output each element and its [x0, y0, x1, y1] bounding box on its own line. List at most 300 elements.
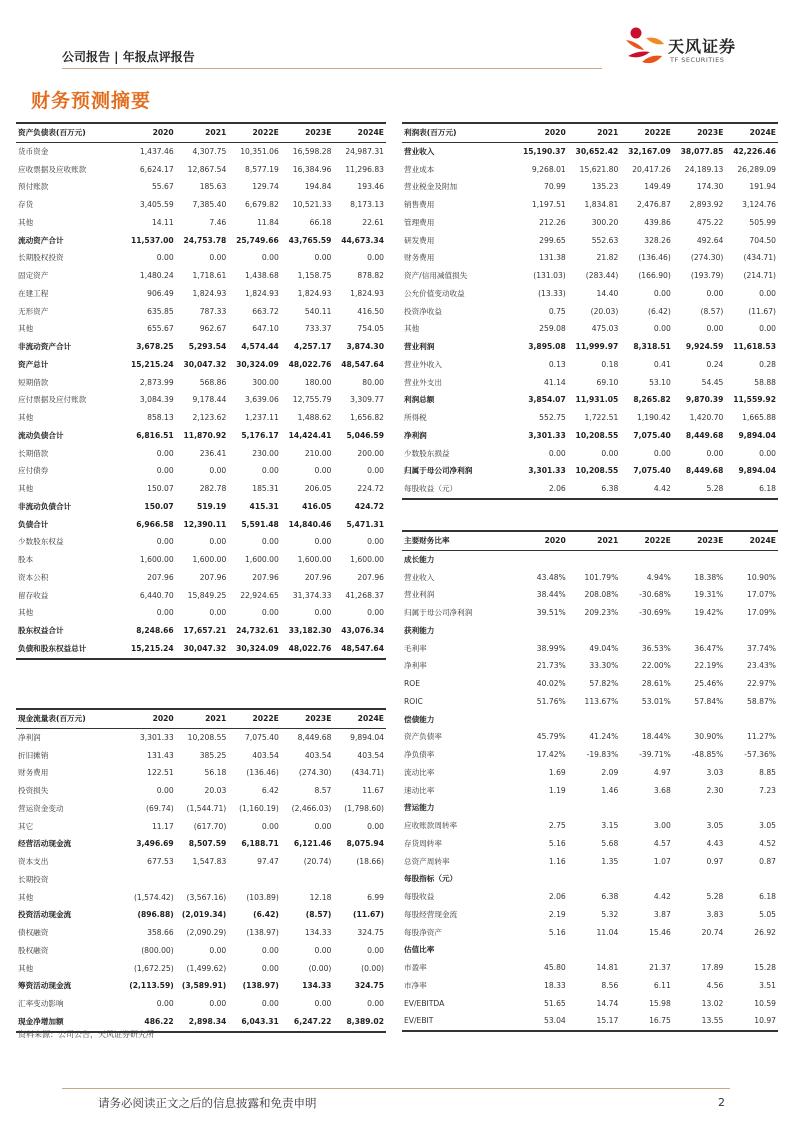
value-cell: 0.00 — [209, 466, 227, 476]
table-row — [402, 675, 778, 693]
row-label: 市净率 — [404, 980, 427, 990]
value-cell: 18.33 — [544, 980, 566, 990]
table-row — [402, 391, 778, 409]
year-header-cell: 2020 — [123, 123, 176, 142]
value-cell: (617.70) — [193, 821, 227, 831]
table-row — [402, 142, 778, 160]
value-cell: (1,574.42) — [133, 892, 174, 902]
value-cell: 38.44% — [536, 590, 566, 600]
table-row — [402, 356, 778, 374]
value-cell: (214.71) — [743, 271, 776, 280]
value-cell: 358.66 — [147, 928, 174, 937]
value-cell: 439.86 — [644, 217, 671, 227]
value-cell: 1,824.93 — [297, 288, 332, 298]
value-cell: 9,894.04 — [350, 732, 384, 742]
value-cell: 505.99 — [749, 217, 776, 227]
table-row — [16, 728, 386, 746]
value-cell: 5.28 — [673, 480, 726, 499]
value-cell: 43.48% — [536, 572, 566, 582]
table-row — [16, 622, 386, 640]
table-row — [16, 569, 386, 587]
table-row — [402, 853, 778, 871]
value-cell: 4.57 — [653, 838, 671, 848]
value-cell: 8,389.02 — [333, 1013, 386, 1032]
value-cell: 30,047.32 — [183, 359, 227, 369]
value-cell: 22,924.65 — [240, 590, 279, 600]
table-row — [16, 977, 386, 995]
table-row — [402, 569, 778, 587]
value-cell: 1,824.93 — [245, 288, 279, 298]
value-cell: 17.42% — [536, 750, 566, 759]
value-cell: 1,547.83 — [192, 857, 227, 866]
value-cell: 8,265.82 — [633, 395, 671, 405]
value-cell: 15,849.25 — [187, 590, 227, 600]
row-label: 现金净增加额 — [16, 1013, 123, 1032]
row-label: 留存收益 — [18, 590, 49, 600]
value-cell: 24,753.78 — [183, 235, 227, 245]
table-row — [16, 764, 386, 782]
value-cell: 0.00 — [314, 608, 332, 618]
row-label: 毛利率 — [404, 643, 427, 653]
value-cell: 97.47 — [257, 857, 279, 866]
value-cell: 8,173.13 — [350, 200, 384, 209]
value-cell: 1,420.70 — [689, 413, 724, 422]
value-cell: 3,405.59 — [139, 200, 174, 209]
value-cell: 486.22 — [123, 1013, 176, 1032]
value-cell: 209.23% — [584, 608, 619, 617]
value-cell: (2,090.29) — [186, 928, 227, 937]
value-cell: (800.00) — [141, 945, 174, 955]
value-cell: 11,537.00 — [130, 235, 174, 245]
value-cell: 15.17 — [568, 1012, 621, 1031]
value-cell: 206.05 — [304, 484, 332, 493]
value-cell: 150.07 — [144, 501, 174, 511]
logo-name-cn: 天风证券 — [668, 37, 737, 56]
year-header-cell: 2021 — [176, 123, 229, 142]
table-row — [402, 338, 778, 356]
value-cell: 8.85 — [759, 767, 776, 777]
value-cell: 0.00 — [367, 999, 384, 1008]
value-cell: 33,182.30 — [288, 626, 332, 635]
table-row — [16, 142, 386, 160]
row-label: 资产负债率 — [404, 732, 442, 742]
value-cell: 18.44% — [641, 732, 671, 742]
value-cell: 492.64 — [696, 235, 724, 245]
row-label: 负债和股东权益总计 — [16, 640, 123, 659]
value-cell — [515, 711, 568, 729]
value-cell: 51.76% — [536, 696, 566, 706]
value-cell: 6,966.58 — [136, 519, 174, 529]
value-cell: (8.57) — [700, 306, 724, 316]
table-row — [16, 232, 386, 250]
value-cell: 5.68 — [601, 838, 619, 848]
value-cell: 6.99 — [367, 892, 384, 902]
value-cell: 30,324.09 — [236, 359, 279, 369]
logo-name-en: TF SECURITIES — [670, 56, 725, 64]
value-cell: 11.04 — [596, 927, 619, 937]
value-cell: 0.00 — [759, 288, 776, 298]
table-row — [16, 480, 386, 498]
row-label: 投资净收益 — [404, 306, 442, 316]
value-cell: 185.63 — [199, 182, 227, 192]
value-cell: 208.08% — [584, 590, 619, 600]
value-cell: 5.28 — [706, 892, 724, 901]
value-cell: 858.13 — [147, 413, 174, 422]
value-cell: 54.45 — [701, 377, 724, 387]
value-cell: 24,189.13 — [684, 164, 724, 174]
row-label: 其它 — [18, 821, 34, 831]
header-divider — [62, 68, 602, 69]
value-cell: 0.75 — [548, 306, 566, 316]
value-cell: 7,075.40 — [633, 430, 671, 440]
value-cell: 5,471.31 — [346, 519, 384, 529]
value-cell: 5,293.54 — [188, 342, 227, 351]
value-cell: 4,307.75 — [192, 146, 227, 156]
table-title-cell: 现金流量表(百万元) — [16, 709, 123, 728]
table-row — [402, 924, 778, 942]
value-cell: 33.30% — [589, 661, 619, 671]
value-cell: -48.85% — [691, 750, 724, 759]
row-label: 少数股东损益 — [404, 448, 450, 458]
value-cell: (20.03) — [590, 306, 619, 316]
value-cell — [673, 622, 726, 640]
value-cell: 38.99% — [536, 643, 566, 653]
row-label: EV/EBITDA — [404, 998, 445, 1008]
source-note: 资料来源：公司公告，天风证券研究所 — [18, 1030, 154, 1039]
row-label: 总资产周转率 — [404, 856, 450, 866]
value-cell: 0.00 — [261, 466, 279, 476]
table-row — [402, 746, 778, 764]
value-cell: (274.30) — [690, 253, 724, 263]
cash-flow-table — [16, 708, 386, 1033]
value-cell: 6,043.31 — [228, 1013, 281, 1032]
row-label: 投资损失 — [18, 786, 49, 795]
value-cell: (6.42) — [253, 910, 279, 920]
value-cell: 568.86 — [199, 377, 227, 387]
value-cell: 0.00 — [209, 999, 227, 1008]
value-cell: 2,898.34 — [176, 1013, 229, 1032]
value-cell: 5,046.59 — [346, 430, 384, 440]
value-cell: 26,289.09 — [737, 164, 776, 174]
value-cell: 80.00 — [362, 377, 384, 387]
row-label: 每股指标（元） — [404, 874, 458, 884]
year-header-cell: 2024E — [725, 531, 778, 550]
value-cell: 324.75 — [357, 928, 384, 937]
value-cell — [620, 941, 673, 959]
section-header-row — [402, 622, 778, 640]
year-header-cell: 2021 — [568, 531, 621, 550]
year-header-cell: 2021 — [568, 123, 621, 142]
value-cell: 12,390.11 — [183, 519, 227, 529]
value-cell: 0.00 — [653, 288, 671, 298]
value-cell: 0.00 — [156, 608, 174, 618]
value-cell: 0.00 — [209, 945, 227, 955]
value-cell — [228, 871, 281, 889]
value-cell: 4,257.17 — [293, 342, 332, 351]
table-row — [16, 409, 386, 427]
table-row — [402, 232, 778, 250]
value-cell: 0.18 — [601, 359, 619, 369]
value-cell: 14.74 — [596, 998, 619, 1008]
value-cell — [620, 550, 673, 568]
value-cell: 416.50 — [357, 306, 384, 316]
value-cell: 8.57 — [314, 786, 332, 795]
value-cell: (0.00) — [361, 963, 384, 973]
value-cell: 0.00 — [156, 999, 174, 1008]
value-cell: 15,215.24 — [130, 359, 174, 369]
table-row — [16, 285, 386, 303]
value-cell: 906.49 — [147, 288, 174, 298]
value-cell: 134.33 — [302, 981, 332, 991]
section-header-row — [402, 941, 778, 959]
row-label: 营业外收入 — [404, 359, 442, 369]
value-cell: 1.19 — [548, 785, 566, 795]
value-cell: 1.16 — [548, 856, 566, 866]
row-label: 净利率 — [404, 661, 427, 671]
row-label: 货币资金 — [18, 146, 49, 156]
value-cell: 150.07 — [147, 484, 174, 493]
value-cell: 1.07 — [653, 856, 671, 866]
value-cell: 0.00 — [706, 448, 724, 458]
value-cell — [515, 622, 568, 640]
value-cell: (434.71) — [743, 253, 776, 263]
value-cell: 0.00 — [314, 466, 332, 476]
row-label: 估值比率 — [404, 945, 435, 955]
value-cell: -19.83% — [586, 750, 619, 759]
row-label: 营业收入 — [404, 572, 435, 582]
row-label: 无形资产 — [18, 306, 49, 316]
value-cell — [725, 870, 778, 888]
value-cell: 3,854.07 — [528, 395, 566, 405]
value-cell: 663.72 — [252, 306, 279, 316]
value-cell — [725, 622, 778, 640]
value-cell: 11,870.92 — [183, 430, 227, 440]
table-title-cell: 主要财务比率 — [402, 531, 515, 550]
value-cell: 2,476.87 — [637, 200, 671, 209]
value-cell: 48,547.64 — [341, 359, 384, 369]
income-statement-table — [402, 122, 778, 500]
value-cell: 0.28 — [759, 359, 776, 369]
year-header-cell: 2023E — [281, 709, 334, 728]
value-cell: 0.87 — [759, 856, 776, 866]
value-cell — [568, 870, 621, 888]
table-row — [402, 995, 778, 1013]
value-cell: 299.65 — [539, 235, 566, 245]
value-cell: 403.54 — [304, 750, 332, 760]
year-header-cell: 2023E — [673, 531, 726, 550]
row-label: 应收账款周转率 — [404, 821, 458, 830]
value-cell — [515, 550, 568, 568]
value-cell: 236.41 — [199, 448, 227, 458]
value-cell: 3,895.08 — [528, 342, 566, 351]
year-header-cell: 2020 — [515, 531, 568, 550]
row-label: 短期借款 — [18, 377, 49, 387]
value-cell: 14,424.41 — [288, 430, 332, 440]
value-cell: 149.49 — [644, 182, 671, 192]
row-label: 长期股权投资 — [18, 253, 64, 263]
value-cell: 0.00 — [261, 821, 279, 831]
value-cell: 58.87% — [747, 696, 776, 706]
page-number: 2 — [718, 1096, 725, 1109]
value-cell: 210.00 — [304, 448, 332, 458]
value-cell: 0.00 — [156, 786, 174, 795]
value-cell: 17.07% — [747, 590, 776, 600]
value-cell: 0.00 — [759, 448, 776, 458]
value-cell: 11,296.83 — [345, 164, 384, 174]
row-label: 流动比率 — [404, 767, 435, 777]
value-cell: 0.00 — [156, 537, 174, 547]
value-cell: 6.11 — [653, 980, 671, 990]
value-cell: 4.42 — [620, 480, 673, 499]
table-row — [16, 960, 386, 978]
value-cell: 0.00 — [367, 466, 384, 476]
value-cell: 22.19% — [694, 661, 724, 671]
balance-sheet-table — [16, 122, 386, 660]
value-cell: 0.00 — [601, 448, 619, 458]
value-cell — [620, 870, 673, 888]
value-cell: 5,591.48 — [241, 519, 279, 529]
value-cell: 300.00 — [252, 377, 279, 387]
value-cell: 3,496.69 — [136, 839, 174, 849]
row-label: 归属于母公司净利润 — [404, 608, 473, 617]
value-cell: 135.23 — [591, 182, 619, 192]
value-cell: (1,499.62) — [186, 963, 227, 973]
row-label: 营业收入 — [404, 146, 435, 156]
year-header-cell: 2023E — [673, 123, 726, 142]
row-label: 非流动资产合计 — [18, 342, 72, 351]
value-cell: 131.43 — [147, 750, 174, 760]
value-cell: 0.00 — [367, 945, 384, 955]
row-label: 成长能力 — [404, 554, 435, 564]
value-cell: (896.88) — [137, 910, 174, 920]
value-cell — [515, 941, 568, 959]
value-cell: 0.00 — [209, 253, 227, 263]
value-cell — [673, 941, 726, 959]
value-cell: 1,600.00 — [139, 555, 174, 564]
value-cell: 44,673.34 — [341, 235, 384, 245]
value-cell: 15.98 — [649, 998, 671, 1008]
table-row — [16, 871, 386, 889]
table-header-row — [16, 123, 386, 142]
value-cell: 45.80 — [544, 963, 566, 972]
value-cell: 22.61 — [362, 217, 384, 227]
value-cell: 36.53% — [641, 643, 671, 653]
value-cell: 0.00 — [261, 537, 279, 547]
table-row — [402, 267, 778, 285]
value-cell: 3.05 — [759, 821, 776, 830]
value-cell: 0.00 — [261, 963, 279, 973]
value-cell: 3,301.33 — [139, 732, 174, 742]
value-cell: 300.20 — [591, 217, 619, 227]
value-cell: 0.00 — [314, 821, 332, 831]
value-cell: 9,894.04 — [738, 466, 776, 476]
value-cell: 0.00 — [261, 945, 279, 955]
value-cell: 6,816.51 — [136, 430, 174, 440]
value-cell: (3,567.16) — [186, 892, 227, 902]
value-cell: 8.56 — [601, 980, 619, 990]
value-cell: 14.11 — [151, 217, 174, 227]
row-label: 预付账款 — [18, 182, 49, 192]
value-cell: 1,824.93 — [350, 288, 384, 298]
row-label: 其他 — [18, 963, 34, 973]
value-cell: 57.82% — [589, 679, 619, 688]
row-label: 其他 — [18, 217, 34, 227]
value-cell: 200.00 — [357, 448, 384, 458]
value-cell: 53.01% — [641, 696, 671, 706]
value-cell: 30,324.09 — [228, 640, 281, 659]
value-cell: 8,318.51 — [633, 342, 671, 351]
row-label: 其他 — [18, 324, 34, 334]
value-cell: 11,931.05 — [575, 395, 619, 405]
value-cell: 0.00 — [314, 537, 332, 547]
year-header-cell: 2024E — [333, 709, 386, 728]
value-cell: 16.75 — [620, 1012, 673, 1031]
row-label: 营运能力 — [404, 803, 435, 813]
value-cell — [673, 711, 726, 729]
value-cell: 10.90% — [747, 572, 776, 582]
financial-ratios-table — [402, 530, 778, 1032]
row-label: 在建工程 — [18, 288, 49, 298]
value-cell: 15.28 — [754, 963, 776, 972]
value-cell: 3,301.33 — [528, 466, 566, 476]
table-row — [402, 462, 778, 480]
table-row — [402, 320, 778, 338]
value-cell: 0.00 — [653, 324, 671, 334]
value-cell: 180.00 — [304, 377, 332, 387]
value-cell: (6.42) — [648, 306, 671, 316]
value-cell: 10,521.33 — [292, 200, 332, 209]
value-cell: 1,824.93 — [192, 288, 227, 298]
table-row — [16, 533, 386, 551]
value-cell: 552.75 — [539, 413, 566, 422]
value-cell: 0.00 — [367, 253, 384, 263]
table-row — [16, 551, 386, 569]
table-row — [402, 906, 778, 924]
table-row — [16, 445, 386, 463]
value-cell: (166.90) — [638, 271, 671, 280]
value-cell: 40.02% — [536, 679, 566, 688]
table-row — [16, 462, 386, 480]
value-cell: 230.00 — [252, 448, 279, 458]
row-label: 公允价值变动收益 — [404, 288, 465, 298]
table-row — [402, 693, 778, 711]
value-cell — [673, 870, 726, 888]
value-cell: 25,749.66 — [236, 235, 279, 245]
value-cell: 8,075.94 — [346, 839, 384, 849]
value-cell: 1,656.82 — [350, 413, 384, 422]
value-cell — [725, 799, 778, 817]
value-cell: -30.69% — [639, 608, 671, 617]
year-header-cell: 2022E — [620, 123, 673, 142]
value-cell: (138.97) — [246, 928, 279, 937]
value-cell: 22.97% — [747, 679, 776, 688]
value-cell: 0.00 — [367, 537, 384, 547]
value-cell: 0.13 — [548, 359, 566, 369]
value-cell: 122.51 — [147, 768, 174, 778]
value-cell: 4,574.44 — [241, 342, 279, 351]
value-cell: 3.00 — [653, 821, 671, 830]
row-label: 获利能力 — [404, 625, 435, 635]
value-cell: 31,374.33 — [292, 590, 332, 600]
value-cell: (136.46) — [638, 253, 671, 263]
value-cell: 43,765.59 — [288, 235, 332, 245]
value-cell: 552.63 — [591, 235, 619, 245]
value-cell: 193.46 — [357, 182, 384, 192]
row-label: 资产总计 — [18, 359, 49, 369]
value-cell: 787.33 — [199, 306, 227, 316]
value-cell: 0.00 — [261, 253, 279, 263]
value-cell: 5.16 — [548, 838, 566, 848]
